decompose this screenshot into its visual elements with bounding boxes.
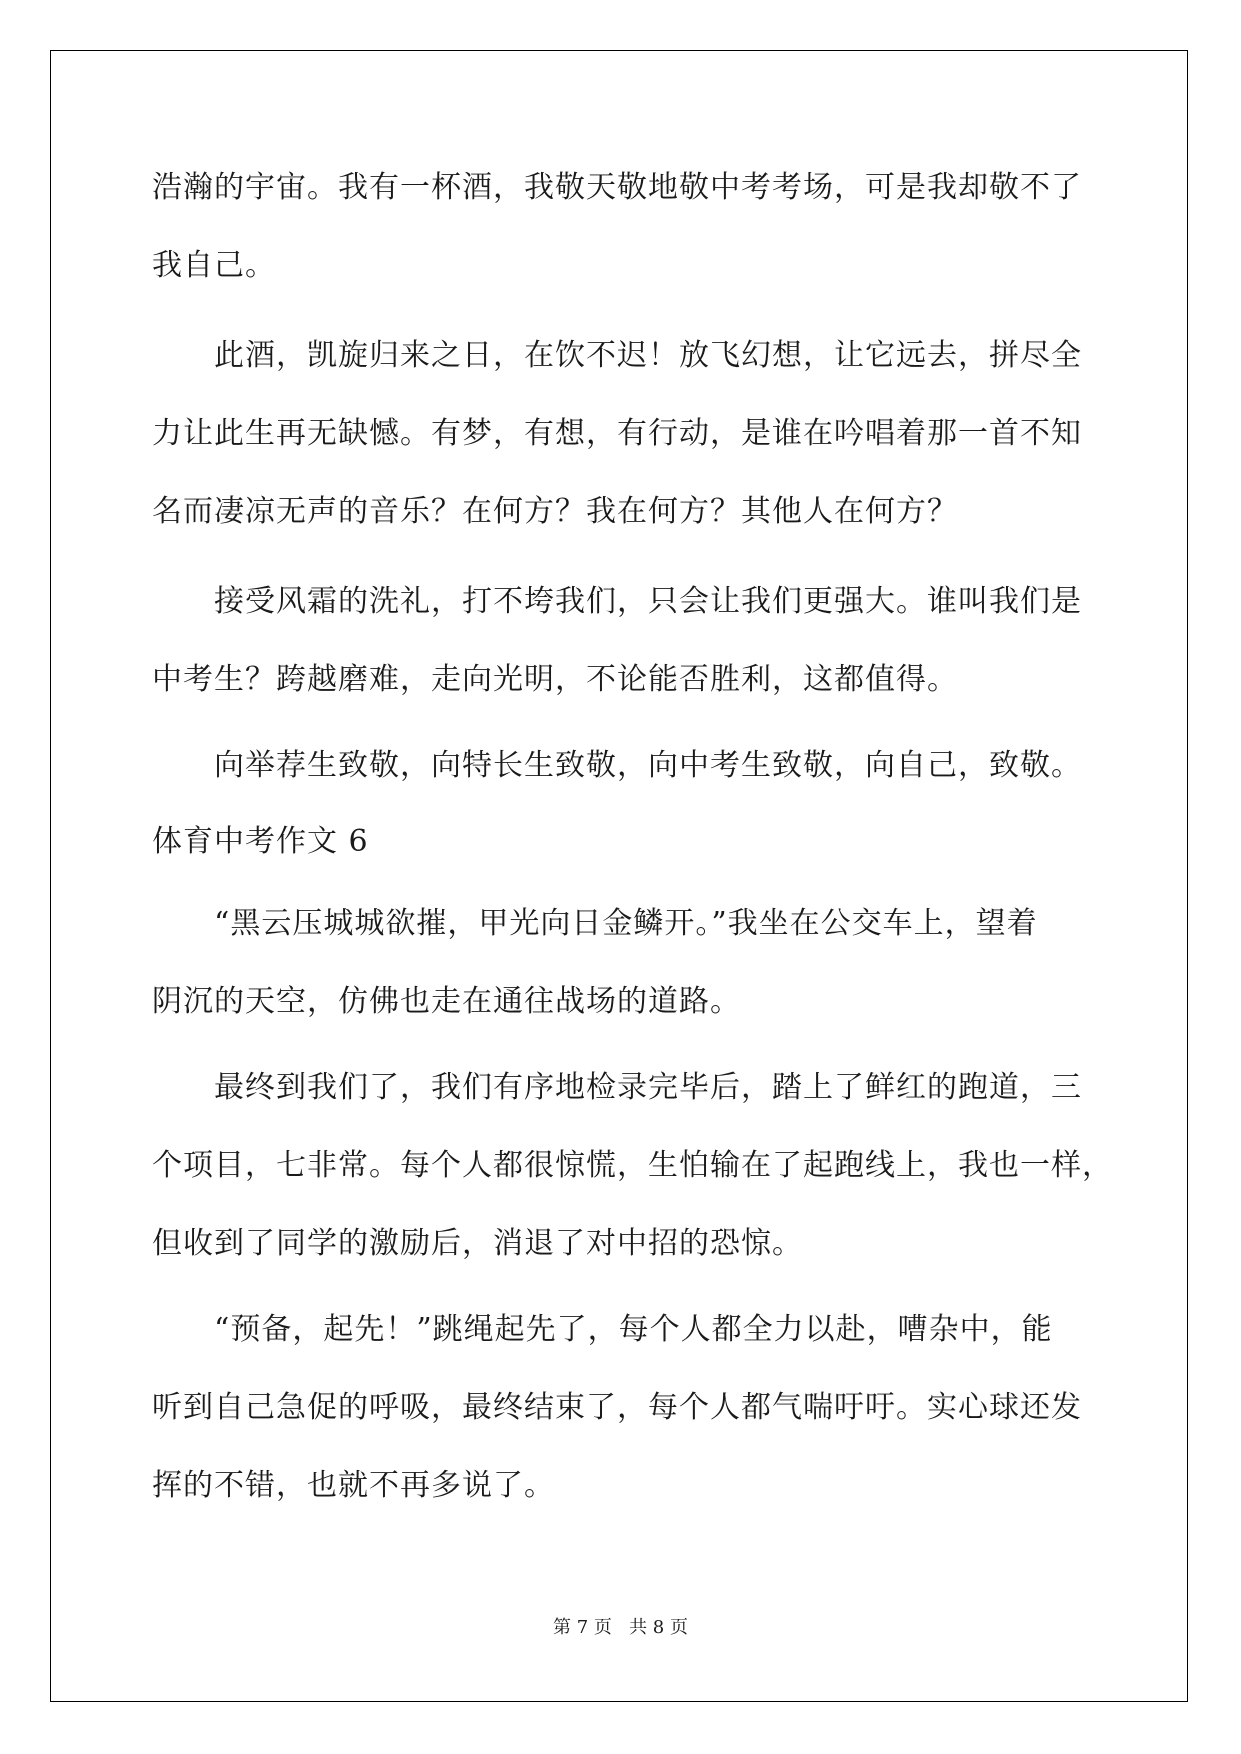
body-text-line: 中考生？跨越磨难，走向光明，不论能否胜利，这都值得。	[152, 662, 958, 697]
body-text-line: 阴沉的天空，仿佛也走在通往战场的道路。	[152, 984, 741, 1019]
section-heading: 体育中考作文 6	[152, 824, 369, 859]
body-text-line: 挥的不错，也就不再多说了。	[152, 1468, 555, 1503]
body-text-line: “黑云压城城欲摧，甲光向日金鳞开。”我坐在公交车上，望着	[214, 906, 1038, 941]
body-text-line: 我自己。	[152, 248, 276, 283]
body-text-line: 力让此生再无缺憾。有梦，有想，有行动，是谁在吟唱着那一首不知	[152, 416, 1082, 451]
body-text-line: 向举荐生致敬，向特长生致敬，向中考生致敬，向自己，致敬。	[214, 748, 1082, 783]
body-text-line: 此酒，凯旋归来之日，在饮不迟！放飞幻想，让它远去，拼尽全	[214, 338, 1082, 373]
page-number-footer: 第 7 页 共 8 页	[553, 1617, 688, 1638]
body-text-line: 但收到了同学的激励后，消退了对中招的恐惊。	[152, 1226, 803, 1261]
page-border	[50, 50, 1188, 1702]
body-text-line: 接受风霜的洗礼，打不垮我们，只会让我们更强大。谁叫我们是	[214, 584, 1082, 619]
body-text-line: 名而凄凉无声的音乐？在何方？我在何方？其他人在何方？	[152, 494, 958, 529]
body-text-line: 浩瀚的宇宙。我有一杯酒，我敬天敬地敬中考考场，可是我却敬不了	[152, 170, 1082, 205]
body-text-line: 个项目，七非常。每个人都很惊慌，生怕输在了起跑线上，我也一样，	[152, 1148, 1113, 1183]
body-text-line: 最终到我们了，我们有序地检录完毕后，踏上了鲜红的跑道，三	[214, 1070, 1082, 1105]
body-text-line: “预备，起先！”跳绳起先了，每个人都全力以赴，嘈杂中，能	[214, 1312, 1053, 1347]
body-text-line: 听到自己急促的呼吸，最终结束了，每个人都气喘吁吁。实心球还发	[152, 1390, 1082, 1425]
